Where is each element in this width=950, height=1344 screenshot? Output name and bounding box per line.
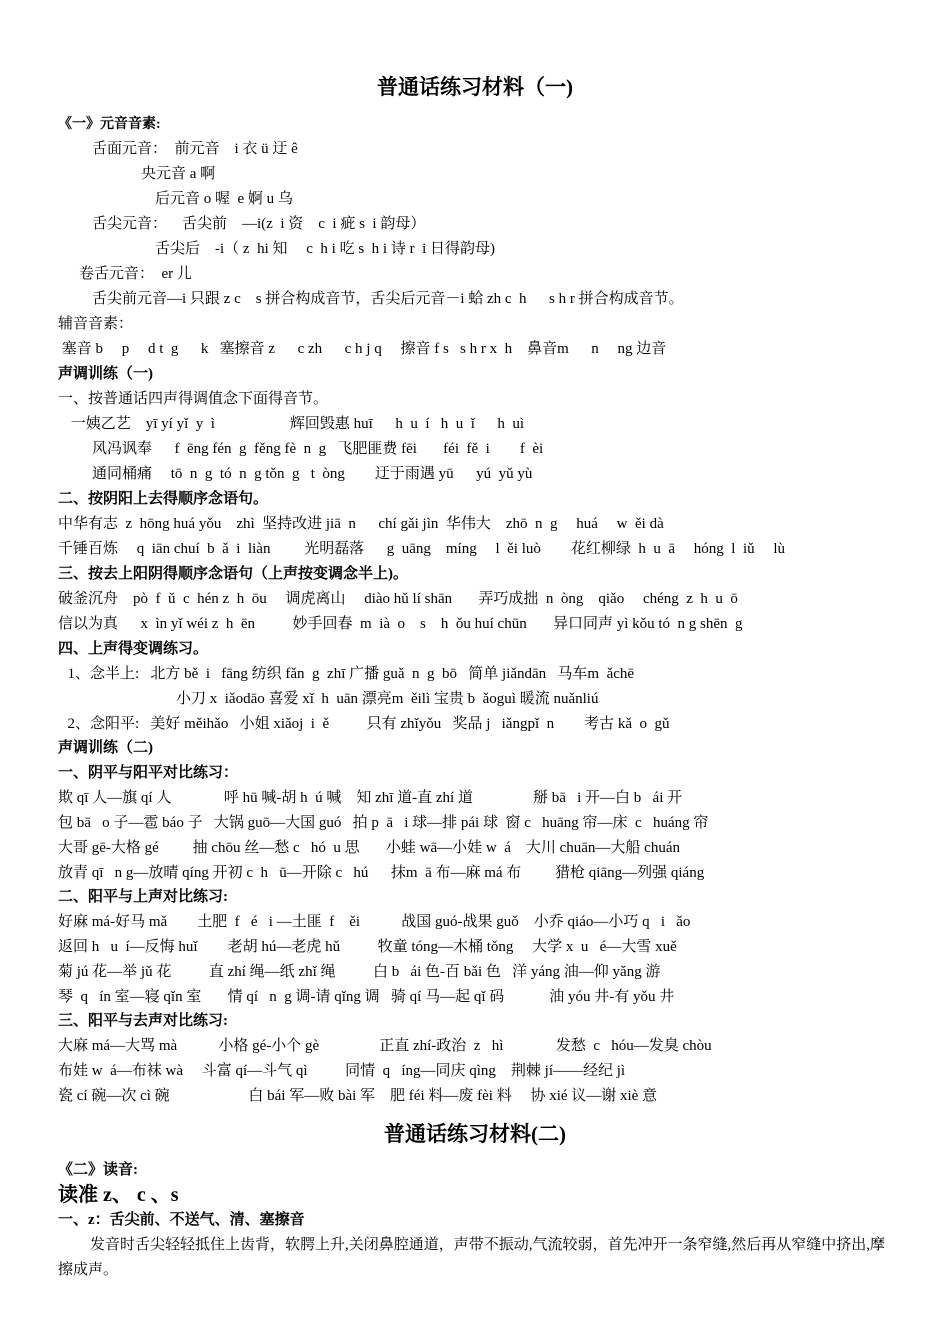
text-line: 塞音 b p d t g k 塞擦音 z c zh c h j q 擦音 f s s h r x h 鼻音m n ng 边音 [58,341,667,357]
subsection-heading: 二、按阴阳上去得顺序念语句。 [58,491,269,507]
text-line: 包 bā o 子—雹 báo 子 大锅 guō—大国 guó 拍 p ā i 球—排 pái 球 窗 c huāng 帘—床 c huáng 帘 [58,815,709,831]
text-line: 辅音音素： [58,316,134,332]
big-heading: 读准 z、 c 、s [58,1184,179,1206]
text-line: 一、按普通话四声得调值念下面得音节。 [58,391,329,407]
subsection-heading: 三、按去上阳阴得顺序念语句（上声按变调念半上)。 [58,566,408,582]
section-heading-reading: 《二》读音: [58,1162,138,1178]
subsection-heading: 四、上声得变调练习。 [58,641,209,657]
text-line: 小刀 x iǎodāo 喜爱 xǐ h uān 漂亮m ěilì 宝贵 b ǎoguì 暖流 nuǎnliú [176,691,599,707]
text-line: 破釜沉舟 pò f ǔ c hén z h ōu 调虎离山 diào hǔ lí shān 弄巧成拙 n òng qiǎo chéng z h u ō [58,591,738,607]
text-line: 2、念阳平: 美好 měihǎo 小姐 xiǎoj i ě 只有 zhǐyǒu 奖品 j iǎngpǐ n 考古 kǎ o gǔ [60,716,670,732]
text-line: 一姨乙艺 yī yí yǐ y ì 辉回毁惠 huī h u í h u ǐ h uì [67,416,525,432]
paragraph: 发音时舌尖轻轻抵住上齿背，软腭上升,关闭鼻腔通道，声带不振动,气流较弱，首先冲开一条窄缝,然后再从窄缝中挤出,摩擦成声。 [58,1237,886,1278]
text-line: 菊 jú 花—举 jǔ 花 直 zhí 绳—纸 zhǐ 绳 白 b ái 色-百 bǎi 色 洋 yáng 油—仰 yǎng 游 [58,964,661,980]
text-line: 风冯讽奉 f ēng fén g fěng fè n g 飞肥匪费 fēi féi fě i f èi [92,441,544,457]
text-line: 通同桶痛 tō n g tó n g tǒn g t òng 迂于雨遇 yū yú yǔ yù [92,466,533,482]
text-line: 大麻 má—大骂 mà 小格 gé-小个 gè 正直 zhí-政治 z hì 发愁 c hóu—发臭 chòu [58,1038,712,1054]
text-line: 央元音 a 啊 [141,166,216,182]
section-heading-tone-1: 声调训练（一) [58,366,153,382]
subsection-heading: 三、阳平与去声对比练习: [58,1013,228,1029]
text-line: 放青 qī n g—放晴 qíng 开初 c h ū—开除 c hú 抹m ā 布—麻 má 布 猎枪 qiāng—列强 qiáng [58,865,705,881]
text-line: 琴 q ín 室—寝 qǐn 室 情 qí n g 调-请 qǐng 调 骑 qí 马—起 qǐ 码 油 yóu 井-有 yǒu 井 [58,989,675,1005]
text-line: 舌尖后 -i（ z hi 知 c h i 吃 s h i 诗 r i 日得韵母) [155,241,495,257]
text-line: 千锤百炼 q iān chuí b ǎ i liàn 光明磊落 g uāng míng l ěi luò 花红柳绿 h u ā hóng l iǔ lù [58,541,786,557]
text-line: 1、念半上: 北方 bě i fāng 纺织 fǎn g zhī 广播 guǎ n g bō 简单 jiǎndān 马车m ǎchē [60,666,635,682]
page-title-2: 普通话练习材料(二) [384,1122,566,1146]
text-line: 布娃 w á—布袜 wà 斗富 qí—斗气 qì 同情 q íng—同庆 qìng 荆棘 jí——经纪 jì [58,1063,626,1079]
text-line: 卷舌元音： er 儿 [79,266,192,282]
text-line: 返回 h u í—反悔 huǐ 老胡 hú—老虎 hǔ 牧童 tóng—木桶 tǒng 大学 x u é—大雪 xuě [58,939,677,955]
page-title-1: 普通话练习材料（一) [377,75,573,99]
subsection-heading: 二、阳平与上声对比练习: [58,889,228,905]
text-line: 信以为真 x ìn yǐ wéi z h ēn 妙手回春 m ià o s h ǒu huí chūn 异口同声 yì kǒu tó n g shēn g [58,616,743,632]
text-line: 瓷 cí 碗—次 cì 碗 白 bái 军—败 bài 军 肥 féi 料—废 fèi 料 协 xié 议—谢 xiè 意 [58,1088,658,1104]
section-heading-vowels: 《一》元音音素: [58,117,161,132]
text-line: 中华有志 z hōng huá yǒu zhì 坚持改进 jiā n chí gǎi jìn 华伟大 zhō n g huá w ěi dà [58,516,664,532]
text-line: 后元音 o 喔 e 婀 u 乌 [155,191,293,207]
text-line: 舌面元音： 前元音 i 衣 ü 迂 ê [92,141,298,157]
text-line: 大哥 gē-大格 gé 抽 chōu 丝—愁 c hó u 思 小蛙 wā—小娃 w á 大川 chuān—大船 chuán [58,840,680,856]
text-line: 舌尖前元音—i 只跟 z c s 拼合构成音节，舌尖后元音－i 蛤 zh c h s h r 拼合构成音节。 [92,291,684,307]
text-line: 好麻 má-好马 mǎ 土肥 f é i —土匪 f ěi 战国 guó-战果 guǒ 小乔 qiáo—小巧 q i ǎo [58,914,691,930]
text-line: 欺 qī 人—旗 qí 人 呼 hū 喊-胡 h ú 喊 知 zhī 道-直 zhí 道 掰 bā i 开—白 b ái 开 [58,790,683,806]
subsection-heading: 一、阴平与阳平对比练习： [58,765,239,781]
text-line: 舌尖元音： 舌尖前 —i(z i 资 c i 疵 s i 韵母） [92,216,426,232]
section-heading-tone-2: 声调训练（二) [58,740,153,756]
subsection-heading: 一、z：舌尖前、不送气、清、塞擦音 [58,1212,305,1228]
